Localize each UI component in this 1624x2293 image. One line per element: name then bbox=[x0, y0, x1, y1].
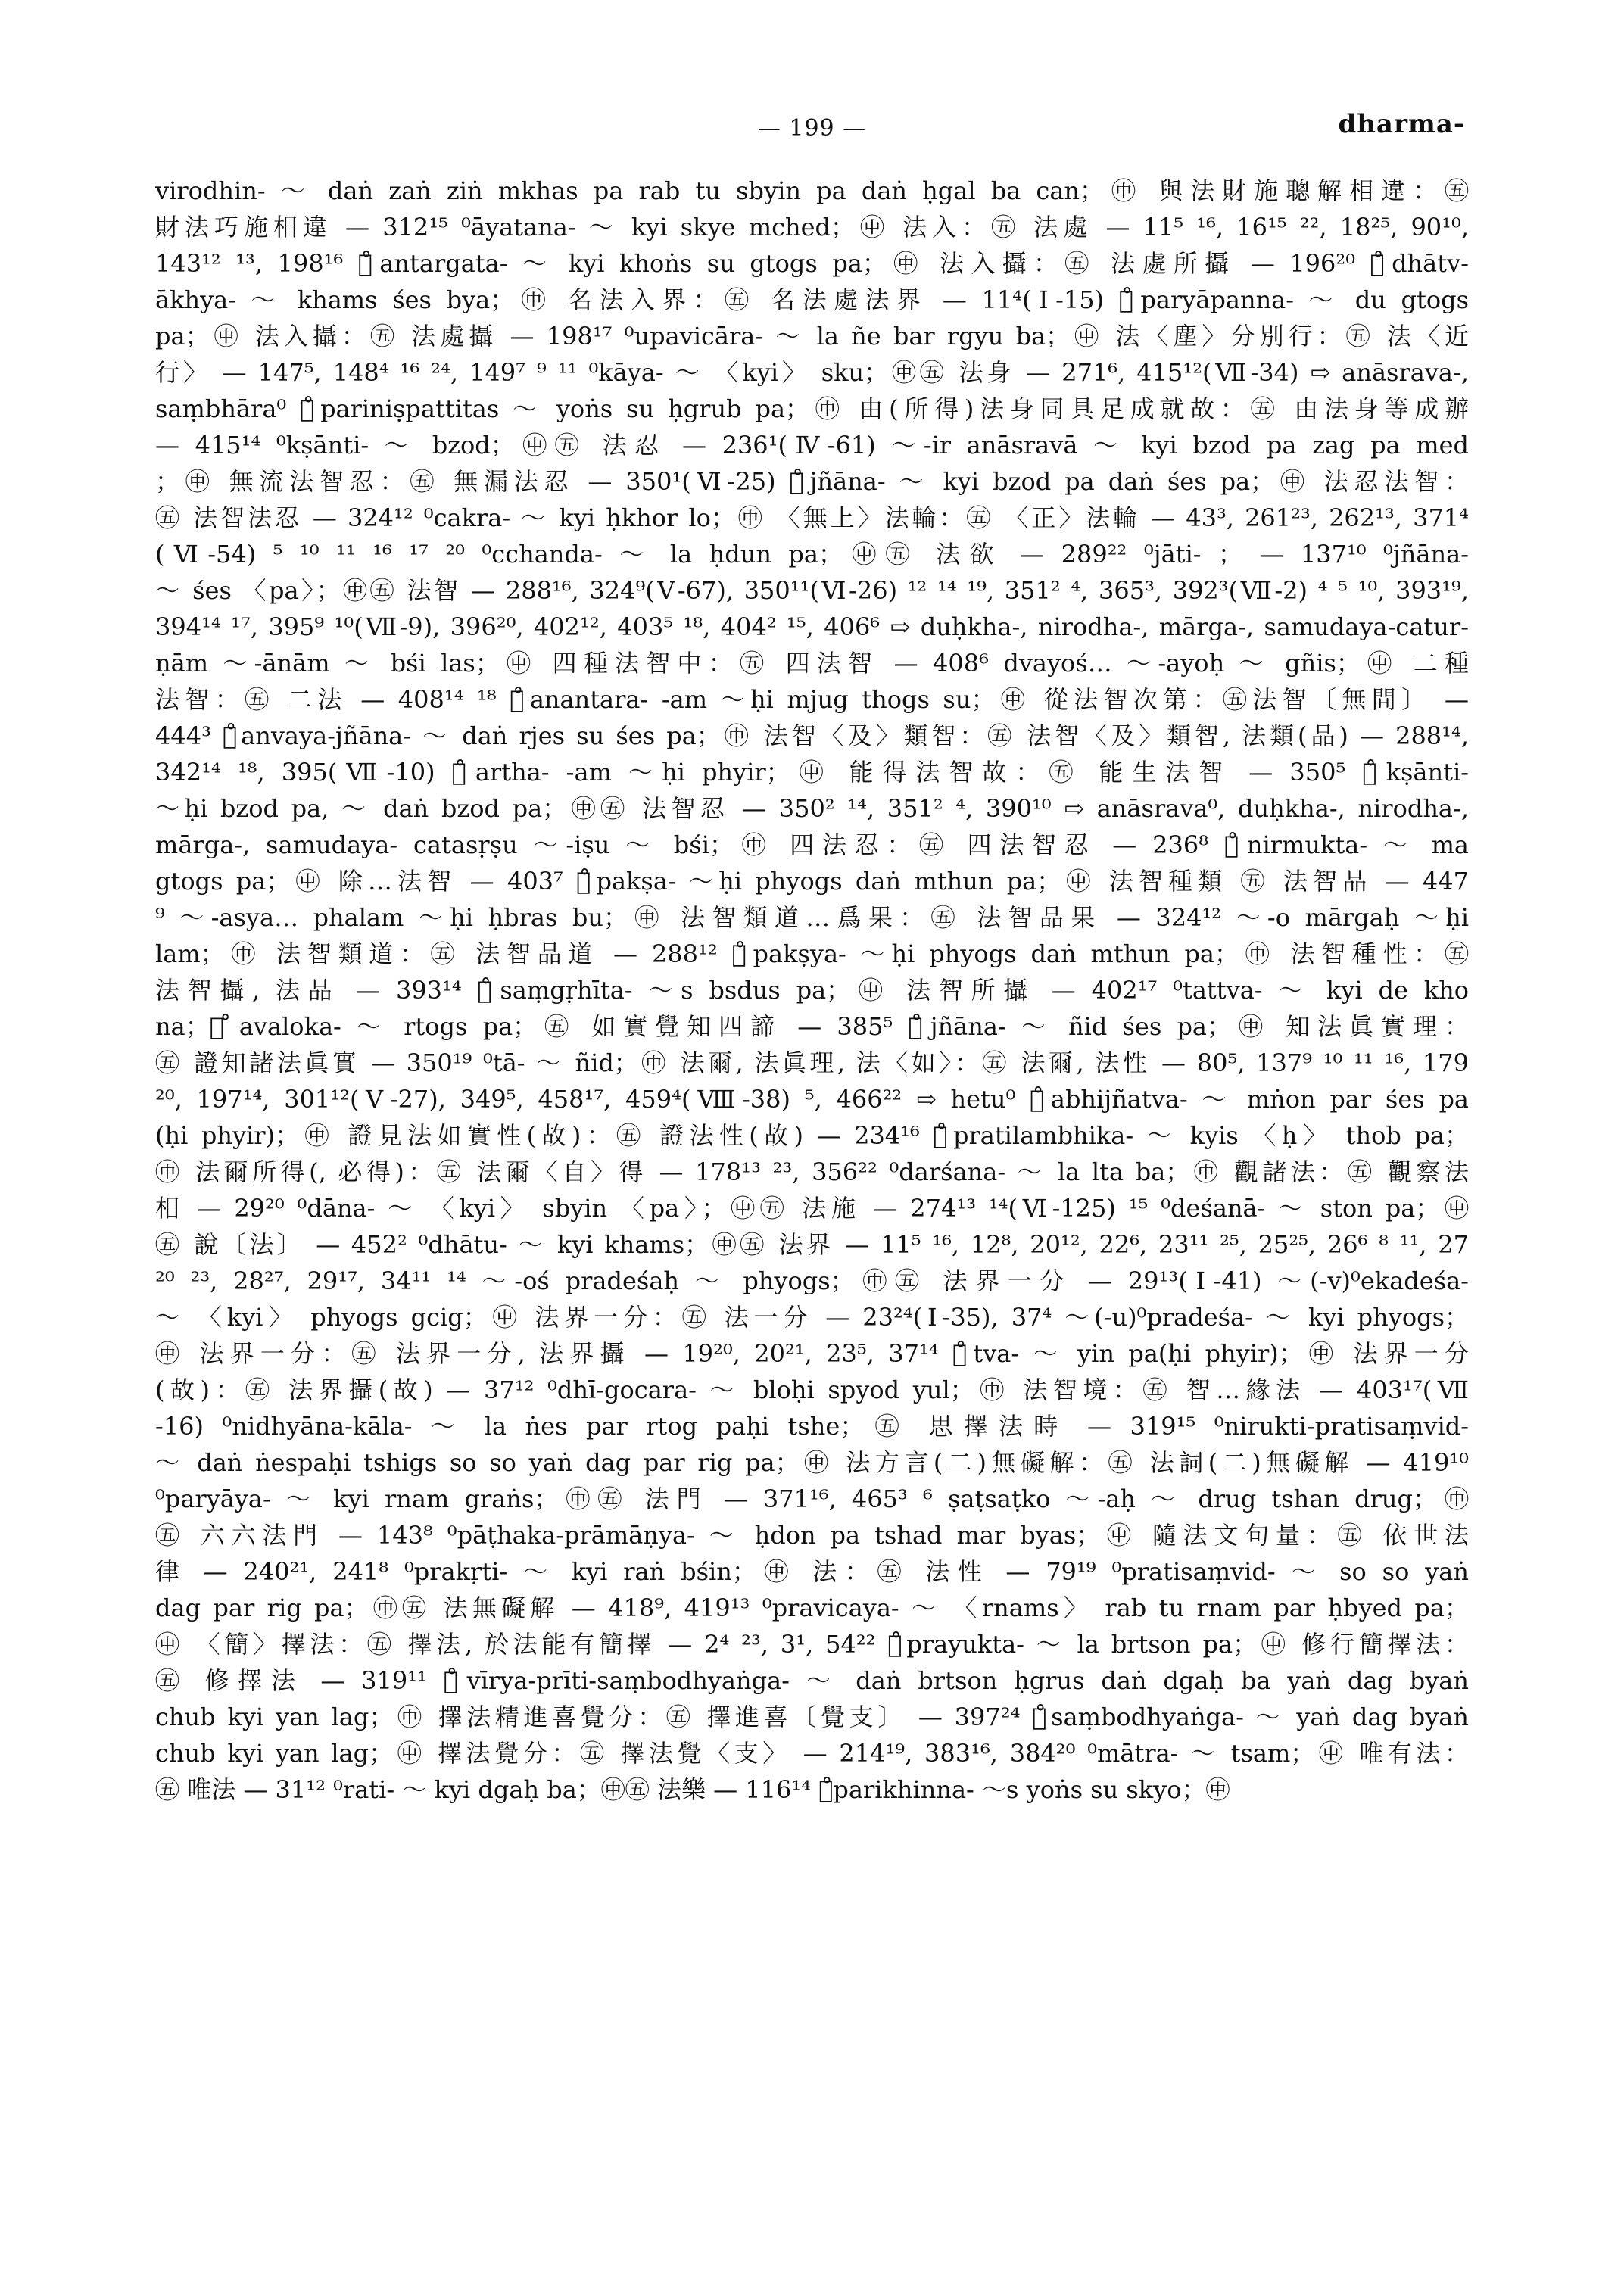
text-line: ㊥ 〈簡〉擇法：㊄ 擇法, 於法能有簡擇 — 2⁴ ²³, 3¹, 54²² ～̊prayukta- ～ la brtson pa；㊥ 修行簡擇法： bbox=[155, 1630, 1469, 1659]
text-line: 394¹⁴ ¹⁷, 395⁹ ¹⁰(Ⅶ-9), 396²⁰, 402¹², 403⁵ ¹⁸, 404² ¹⁵, 406⁶ ⇨ duḥkha-, nirodha-, mārga-, samudaya-catur- bbox=[155, 612, 1469, 641]
text-line: ～ 〈kyi〉 phyogs gcig；㊥ 法界一分：㊄ 法一分 — 23²⁴(Ⅰ-35), 37⁴ ～(-u)⁰pradeśa- ～ kyi phyogs； bbox=[155, 1303, 1469, 1332]
text-line: 財法巧施相違 — 312¹⁵ ⁰āyatana- ～ kyi skye mched；㊥ 法入：㊄ 法處 — 11⁵ ¹⁶, 16¹⁵ ²², 18²⁵, 90¹⁰, bbox=[155, 213, 1469, 241]
text-line: ㊄ 說〔法〕 — 452² ⁰dhātu- ～ kyi khams；㊥㊄ 法界 — 11⁵ ¹⁶, 12⁸, 20¹², 22⁶, 23¹¹ ²⁵, 25²⁵, 26⁶ ⁸ ¹¹, 27 bbox=[155, 1230, 1469, 1259]
text-line: 行〉 — 147⁵, 148⁴ ¹⁶ ²⁴, 149⁷ ⁹ ¹¹ ⁰kāya- ～ 〈kyi〉 sku；㊥㊄ 法身 — 271⁶, 415¹²(Ⅶ-34) ⇨ anāsrava-, bbox=[155, 358, 1469, 387]
text-line: ㊥ 法界一分：㊄ 法界一分, 法界攝 — 19²⁰, 20²¹, 23⁵, 37¹⁴ ～̊tva- ～ yin pa(ḥi phyir)；㊥ 法界一分 bbox=[155, 1339, 1469, 1368]
text-line: -16) ⁰nidhyāna-kāla- ～ la ṅes par rtog paḥi tshe；㊄ 思擇法時 — 319¹⁵ ⁰nirukti-pratisaṃvid- bbox=[155, 1412, 1469, 1441]
text-line: dag par rig pa；㊥㊄ 法無礙解 — 418⁹, 419¹³ ⁰pravicaya- ～ 〈rnams〉 rab tu rnam par ḥbyed pa； bbox=[155, 1594, 1469, 1622]
text-line: saṃbhāra⁰ ～̊pariniṣpattitas ～ yoṅs su ḥgrub pa；㊥ 由(所得)法身同具足成就故：㊄ 由法身等成辦 bbox=[155, 394, 1469, 423]
text-line: pa；㊥ 法入攝：㊄ 法處攝 — 198¹⁷ ⁰upavicāra- ～ la ñe bar rgyu ba；㊥ 法〈塵〉分別行：㊄ 法〈近 bbox=[155, 322, 1469, 350]
text-line: 342¹⁴ ¹⁸, 395(Ⅶ-10) ～̊artha- -am ～ḥi phyir；㊥ 能得法智故：㊄ 能生法智 — 350⁵ ～̊kṣānti- bbox=[155, 758, 1469, 787]
text-line: (ḥi phyir)；㊥ 證見法如實性(故)：㊄ 證法性(故) — 234¹⁶ ～̊pratilambhika- ～ kyis 〈ḥ〉 thob pa； bbox=[155, 1121, 1469, 1150]
text-line: — 415¹⁴ ⁰kṣānti- ～ bzod；㊥㊄ 法忍 — 236¹(Ⅳ-61) ～-ir anāsravā ～ kyi bzod pa zag pa med bbox=[155, 431, 1469, 460]
text-line: ākhya- ～ khams śes bya；㊥ 名法入界：㊄ 名法處法界 — 11⁴(Ⅰ-15) ～̊paryāpanna- ～ du gtogs bbox=[155, 285, 1469, 314]
text-line: ㊥ 法爾所得(, 必得)：㊄ 法爾〈自〉得 — 178¹³ ²³, 356²² ⁰darśana- ～ la lta ba；㊥ 觀諸法：㊄ 觀察法 bbox=[155, 1157, 1469, 1186]
text-line: ㊄ 六六法門 — 143⁸ ⁰pāṭhaka-prāmāṇya- ～ ḥdon pa tshad mar byas；㊥ 隨法文句量：㊄ 依世法 bbox=[155, 1521, 1469, 1550]
text-line: ṇām ～-ānām ～ bśi las；㊥ 四種法智中：㊄ 四法智 — 408⁶ dvayoś… ～-ayoḥ ～ gñis；㊥ 二種 bbox=[155, 649, 1469, 678]
text-line: 律 — 240²¹, 241⁸ ⁰prakṛti- ～ kyi raṅ bśin；㊥ 法：㊄ 法性 — 79¹⁹ ⁰pratisaṃvid- ～ so so yaṅ bbox=[155, 1557, 1469, 1586]
text-line: ～ daṅ ṅespaḥi tshigs so so yaṅ dag par rig pa；㊥ 法方言(二)無礙解：㊄ 法詞(二)無礙解 — 419¹⁰ bbox=[155, 1448, 1469, 1477]
page-number: — 199 — bbox=[757, 115, 867, 142]
text-line: gtogs pa；㊥ 除…法智 — 403⁷ ～̊pakṣa- ～ḥi phyogs daṅ mthun pa；㊥ 法智種類 ㊄ 法智品 — 447 bbox=[155, 867, 1469, 896]
text-line: 143¹² ¹³, 198¹⁶ ～̊antargata- ～ kyi khoṅs su gtogs pa；㊥ 法入攝：㊄ 法處所攝 — 196²⁰ ～̊dhātv- bbox=[155, 249, 1469, 278]
text-line: ～ śes 〈pa〉；㊥㊄ 法智 — 288¹⁶, 324⁹(Ⅴ-67), 350¹¹(Ⅵ-26) ¹² ¹⁴ ¹⁹, 351² ⁴, 365³, 392³(Ⅶ-2) ⁴ ⁵ ¹⁰, 393¹⁹, bbox=[155, 576, 1469, 605]
text-line: ⁹ ～-asya… phalam ～ḥi ḥbras bu；㊥ 法智類道…爲果：㊄ 法智品果 — 324¹² ～-o mārgaḥ ～ḥi bbox=[155, 903, 1469, 932]
text-line: virodhin- ～ daṅ zaṅ ziṅ mkhas pa rab tu sbyin pa daṅ ḥgal ba can；㊥ 與法財施聰解相違：㊄ bbox=[155, 176, 1469, 205]
text-line: ²⁰ ²³, 28²⁷, 29¹⁷, 34¹¹ ¹⁴ ～-oś pradeśaḥ ～ phyogs；㊥㊄ 法界一分 — 29¹³(Ⅰ-41) ～(-v)⁰ekadeśa- bbox=[155, 1266, 1469, 1295]
text-line: ；㊥ 無流法智忍：㊄ 無漏法忍 — 350¹(Ⅵ-25) ～̊jñāna- ～ kyi bzod pa daṅ śes pa；㊥ 法忍法智： bbox=[155, 467, 1469, 496]
text-line: ～ḥi bzod pa, ～ daṅ bzod pa；㊥㊄ 法智忍 — 350² ¹⁴, 351² ⁴, 390¹⁰ ⇨ anāsrava⁰, duḥkha-, nirodha-, bbox=[155, 794, 1469, 823]
text-line: ㊄ 唯法 — 31¹² ⁰rati- ～ kyi dgaḥ ba；㊥㊄ 法樂 — 116¹⁴ ～̊parikhinna- ～s yoṅs su skyo；㊥ bbox=[155, 1775, 1230, 1804]
text-line: chub kyi yan lag；㊥ 擇法覺分：㊄ 擇法覺〈支〉 — 214¹⁹, 383¹⁶, 384²⁰ ⁰mātra- ～ tsam；㊥ 唯有法： bbox=[155, 1739, 1469, 1768]
running-head: dharma- bbox=[1338, 109, 1465, 139]
text-line: chub kyi yan lag；㊥ 擇法精進喜覺分：㊄ 擇進喜〔覺支〕 — 397²⁴ ～̊saṃbodhyaṅga- ～ yaṅ dag byaṅ bbox=[155, 1703, 1469, 1731]
text-line: lam；㊥ 法智類道：㊄ 法智品道 — 288¹² ～̊pakṣya- ～ḥi phyogs daṅ mthun pa；㊥ 法智種性：㊄ bbox=[155, 939, 1469, 968]
text-line: (Ⅵ-54) ⁵ ¹⁰ ¹¹ ¹⁶ ¹⁷ ²⁰ ⁰cchanda- ～ la ḥdun pa；㊥㊄ 法欲 — 289²² ⁰jāti- ； — 137¹⁰ ⁰jñāna- bbox=[155, 540, 1469, 569]
text-line: 相 — 29²⁰ ⁰dāna- ～ 〈kyi〉 sbyin 〈pa〉；㊥㊄ 法施 — 274¹³ ¹⁴(Ⅵ-125) ¹⁵ ⁰deśanā- ～ ston pa；㊥ bbox=[155, 1194, 1469, 1223]
text-line: ²⁰, 197¹⁴, 301¹²(Ⅴ-27), 349⁵, 458¹⁷, 459⁴(Ⅷ-38) ⁵, 466²² ⇨ hetu⁰ ～̊abhijñatva- ～ mṅon par śes pa bbox=[155, 1085, 1469, 1114]
text-line: 法智攝, 法品 — 393¹⁴ ～̊saṃgṛhīta- ～s bsdus pa；㊥ 法智所攝 — 402¹⁷ ⁰tattva- ～ kyi de kho bbox=[155, 976, 1469, 1005]
text-line: ⁰paryāya- ～ kyi rnam graṅs；㊥㊄ 法門 — 371¹⁶, 465³ ⁶ ṣaṭsaṭko ～-aḥ ～ drug tshan drug；㊥ bbox=[155, 1485, 1469, 1513]
text-line: 444³ ～̊anvaya-jñāna- ～ daṅ rjes su śes pa；㊥ 法智〈及〉類智：㊄ 法智〈及〉類智, 法類(品) — 288¹⁴, bbox=[155, 721, 1469, 750]
text-line: 法智：㊄ 二法 — 408¹⁴ ¹⁸ ～̊anantara- -am ～ḥi mjug thogs su；㊥ 從法智次第：㊄法智〔無間〕 — bbox=[155, 685, 1469, 714]
text-line: ㊄ 修擇法 — 319¹¹ ～̊vīrya-prīti-saṃbodhyaṅga- ～ daṅ brtson ḥgrus daṅ dgaḥ ba yaṅ dag byaṅ bbox=[155, 1666, 1469, 1695]
entry-body bbox=[155, 173, 1469, 2232]
text-line: mārga-, samudaya- catasṛṣu ～-iṣu ～ bśi；㊥ 四法忍：㊄ 四法智忍 — 236⁸ ～̊nirmukta- ～ ma bbox=[155, 830, 1469, 859]
text-line: ㊄ 法智法忍 — 324¹² ⁰cakra- ～ kyi ḥkhor lo；㊥ 〈無上〉法輪：㊄ 〈正〉法輪 — 43³, 261²³, 262¹³, 371⁴ bbox=[155, 503, 1469, 532]
text-line: ㊄ 證知諸法眞實 — 350¹⁹ ⁰tā- ～ ñid；㊥ 法爾, 法眞理, 法〈如〉：㊄ 法爾, 法性 — 80⁵, 137⁹ ¹⁰ ¹¹ ¹⁶, 179 bbox=[155, 1048, 1469, 1077]
text-line: (故)：㊄ 法界攝(故) — 37¹² ⁰dhī-gocara- ～ bloḥi spyod yul；㊥ 法智境：㊄ 智…緣法 — 403¹⁷(Ⅶ bbox=[155, 1375, 1469, 1404]
text-line: na；～̊avaloka- ～ rtogs pa；㊄ 如實覺知四諦 — 385⁵ ～̊jñāna- ～ ñid śes pa；㊥ 知法眞實理： bbox=[155, 1012, 1469, 1041]
